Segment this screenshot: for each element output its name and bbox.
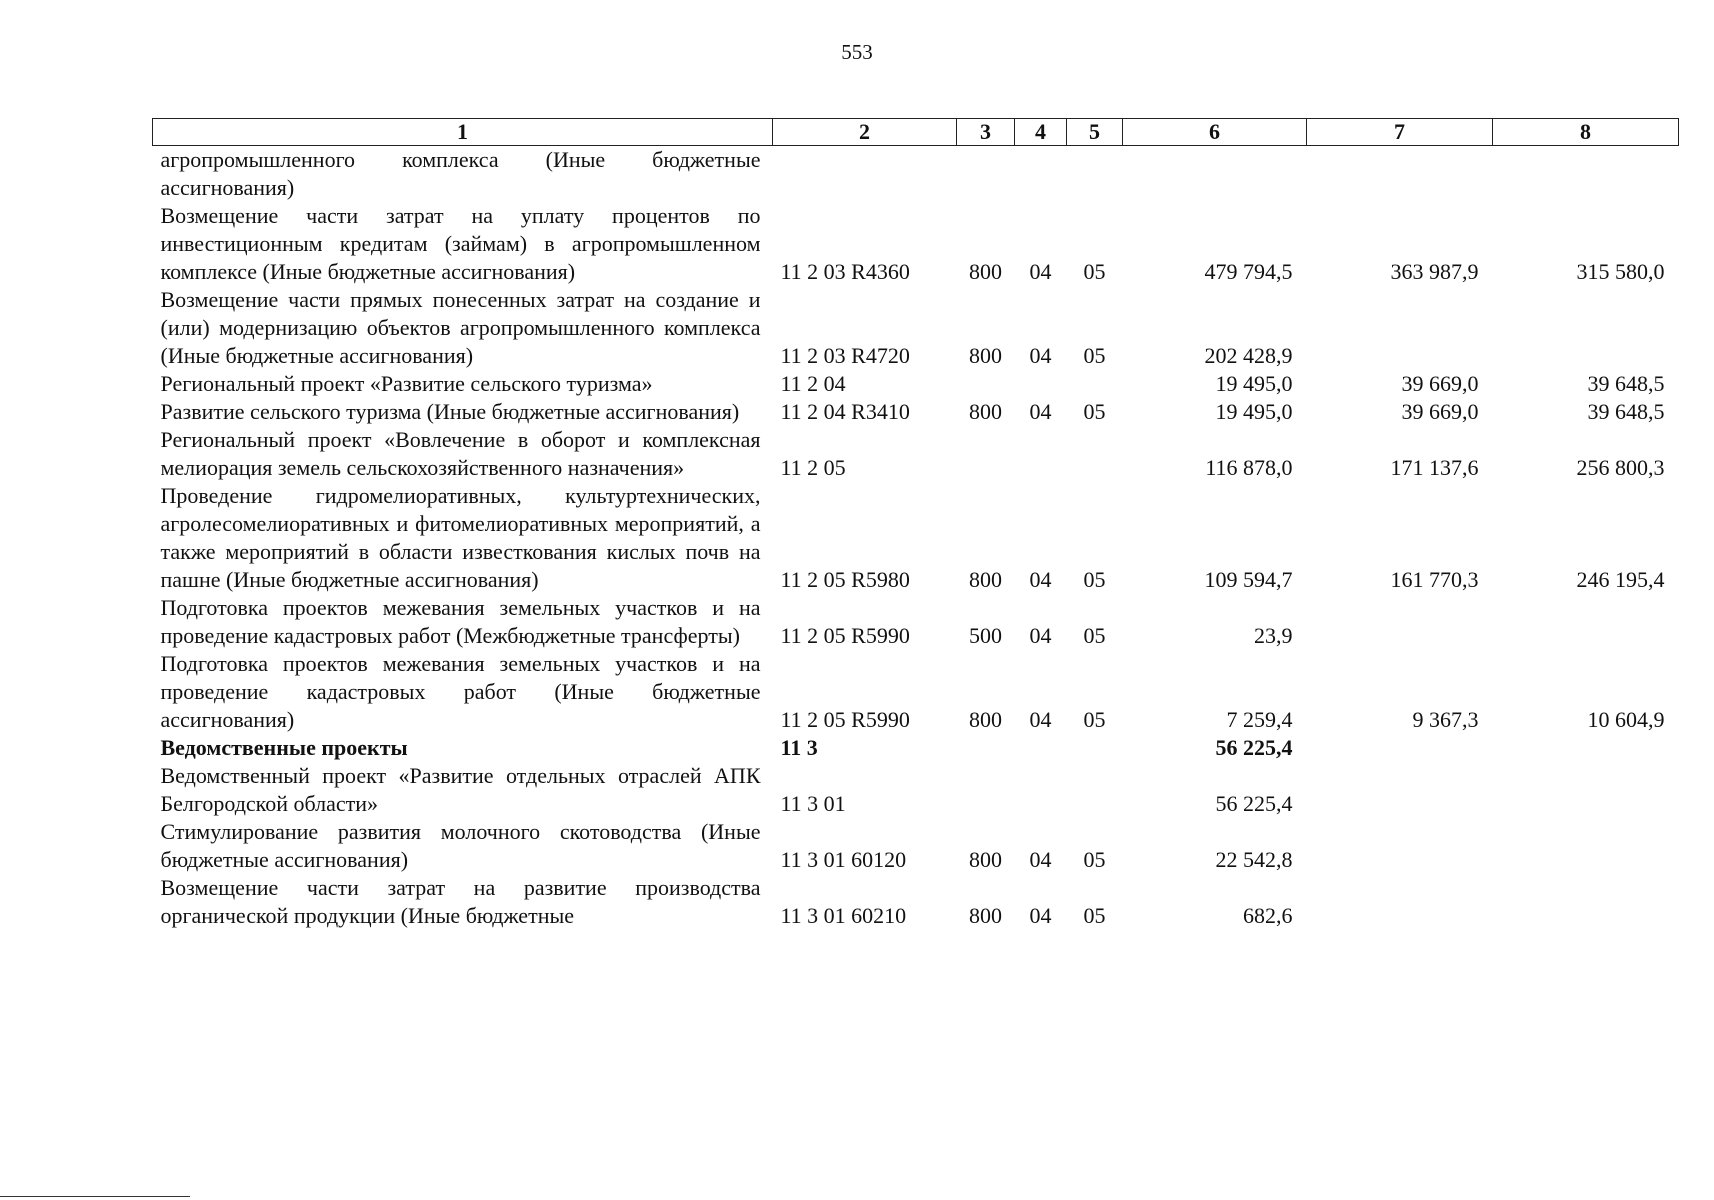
row-col4: 04	[1029, 623, 1052, 648]
row-value-col8	[1493, 286, 1679, 370]
row-code: 11 3 01 60120	[780, 847, 907, 872]
row-name: Региональный проект «Развитие сельского туризма»	[160, 371, 653, 396]
row-code: 11 2 05 R5990	[780, 707, 910, 732]
row-value-col8: 315 580,0	[1576, 259, 1665, 284]
row-col3: 800	[969, 903, 1002, 928]
row-col3: 800	[969, 567, 1002, 592]
row-value-col8: 39 648,5	[1587, 371, 1665, 396]
row-col5: 05	[1083, 623, 1106, 648]
row-code: 11 3	[780, 735, 818, 760]
row-name: Ведомственный проект «Развитие отдельных отраслей АПК Белгородской области»	[160, 763, 761, 816]
row-value-col7: 171 137,6	[1390, 455, 1479, 480]
row-code: 11 2 04	[780, 371, 846, 396]
row-name: Подготовка проектов межевания земельных участков и на проведение кадастровых работ (Межбюджетные трансферты)	[160, 595, 761, 648]
row-name: агропромышленного комплекса (Иные бюджетные ассигнования)	[160, 147, 761, 200]
row-value-col6: 109 594,7	[1204, 567, 1293, 592]
row-col4: 04	[1029, 259, 1052, 284]
row-value-col6: 22 542,8	[1215, 847, 1293, 872]
row-col5	[1067, 734, 1123, 762]
table-row	[153, 202, 1679, 286]
row-value-col8: 246 195,4	[1576, 567, 1665, 592]
row-value-col6: 682,6	[1243, 903, 1293, 928]
row-name: Ведомственные проекты	[160, 735, 408, 760]
row-name: Развитие сельского туризма (Иные бюджетные ассигнования)	[160, 399, 740, 424]
row-value-col7	[1307, 594, 1493, 650]
row-value-col7	[1307, 146, 1493, 203]
row-value-col7	[1307, 286, 1493, 370]
row-value-col7: 9 367,3	[1412, 707, 1479, 732]
row-value-col7: 39 669,0	[1401, 399, 1479, 424]
row-code: 11 2 05 R5980	[780, 567, 910, 592]
row-col4: 04	[1029, 707, 1052, 732]
header-col-4: 4	[1015, 119, 1067, 146]
row-col3	[957, 370, 1015, 398]
table-row	[153, 426, 1679, 482]
header-col-2: 2	[773, 119, 957, 146]
table-row	[153, 818, 1679, 874]
row-col5	[1067, 146, 1123, 203]
row-value-col8	[1493, 762, 1679, 818]
row-col5: 05	[1083, 847, 1106, 872]
row-name: Региональный проект «Вовлечение в оборот и комплексная мелиорация земель сельскохозяйственного назначения»	[160, 427, 761, 480]
row-col5	[1067, 762, 1123, 818]
row-col4	[1015, 370, 1067, 398]
row-value-col6: 116 878,0	[1205, 455, 1293, 480]
row-col4: 04	[1029, 399, 1052, 424]
row-code: 11 2 03 R4720	[780, 343, 910, 368]
row-value-col8	[1493, 594, 1679, 650]
row-code: 11 2 05	[780, 455, 846, 480]
row-col3: 800	[969, 343, 1002, 368]
row-code	[773, 146, 957, 203]
row-name: Подготовка проектов межевания земельных участков и на проведение кадастровых работ (Иные бюджетные ассигнования)	[160, 651, 761, 732]
row-value-col7	[1307, 818, 1493, 874]
budget-table	[152, 118, 1679, 930]
row-value-col8: 256 800,3	[1576, 455, 1665, 480]
header-col-5: 5	[1067, 119, 1123, 146]
table-row	[153, 286, 1679, 370]
row-col4: 04	[1029, 343, 1052, 368]
header-col-1: 1	[153, 119, 773, 146]
row-code: 11 3 01 60210	[780, 903, 907, 928]
table-row	[153, 482, 1679, 594]
header-col-3: 3	[957, 119, 1015, 146]
row-col3: 800	[969, 707, 1002, 732]
row-value-col8	[1493, 874, 1679, 930]
header-col-6: 6	[1123, 119, 1307, 146]
row-value-col6: 56 225,4	[1215, 735, 1293, 760]
row-col4	[1015, 146, 1067, 203]
table-row	[153, 650, 1679, 734]
row-value-col7	[1307, 734, 1493, 762]
row-value-col7	[1307, 874, 1493, 930]
row-col3: 800	[969, 399, 1002, 424]
row-value-col8: 39 648,5	[1587, 399, 1665, 424]
header-col-7: 7	[1307, 119, 1493, 146]
row-col5: 05	[1083, 707, 1106, 732]
row-col5	[1067, 426, 1123, 482]
row-value-col6: 19 495,0	[1215, 399, 1293, 424]
table-row	[153, 874, 1679, 930]
table-row	[153, 398, 1679, 426]
row-col4	[1015, 426, 1067, 482]
row-col3	[957, 146, 1015, 203]
row-col4: 04	[1029, 567, 1052, 592]
row-code: 11 2 04 R3410	[780, 399, 910, 424]
table-row	[153, 370, 1679, 398]
row-col5: 05	[1083, 903, 1106, 928]
footer-rule	[0, 1196, 190, 1197]
row-name: Возмещение части затрат на уплату процентов по инвестиционным кредитам (займам) в агропромышленном комплексе (Иные бюджетные ассигнования)	[160, 203, 761, 284]
table-row	[153, 146, 1679, 203]
row-value-col6: 7 259,4	[1226, 707, 1293, 732]
row-value-col8	[1493, 734, 1679, 762]
table-row	[153, 734, 1679, 762]
row-col3: 800	[969, 847, 1002, 872]
table-row	[153, 762, 1679, 818]
header-col-8: 8	[1493, 119, 1679, 146]
row-value-col7	[1307, 762, 1493, 818]
row-code: 11 2 03 R4360	[780, 259, 910, 284]
row-name: Проведение гидромелиоративных, культуртехнических, агролесомелиоративных и фитомелиоративных мероприятий, а также мероприятий в области известкования кислых почв на пашне (Иные бюджетные ассигнования)	[160, 483, 761, 592]
row-col4	[1015, 734, 1067, 762]
row-value-col7: 39 669,0	[1401, 371, 1479, 396]
header-row	[153, 119, 1679, 146]
row-code: 11 3 01	[780, 791, 846, 816]
table-body	[153, 146, 1679, 931]
row-col4	[1015, 762, 1067, 818]
row-value-col7: 161 770,3	[1390, 567, 1479, 592]
row-value-col7: 363 987,9	[1390, 259, 1479, 284]
row-col3: 500	[969, 623, 1002, 648]
row-col5: 05	[1083, 399, 1106, 424]
row-value-col6: 202 428,9	[1204, 343, 1293, 368]
row-value-col6: 23,9	[1254, 623, 1293, 648]
row-value-col8	[1493, 818, 1679, 874]
row-col5: 05	[1083, 259, 1106, 284]
row-value-col8	[1493, 146, 1679, 203]
row-code: 11 2 05 R5990	[780, 623, 910, 648]
row-col5: 05	[1083, 567, 1106, 592]
row-col3: 800	[969, 259, 1002, 284]
row-name: Стимулирование развития молочного скотоводства (Иные бюджетные ассигнования)	[160, 819, 761, 872]
row-col4: 04	[1029, 903, 1052, 928]
row-name: Возмещение части затрат на развитие производства органической продукции (Иные бюджетные	[160, 875, 761, 928]
row-value-col6	[1123, 146, 1307, 203]
row-col3	[957, 734, 1015, 762]
page-number: 553	[841, 40, 873, 64]
row-value-col8: 10 604,9	[1587, 707, 1665, 732]
row-col5	[1067, 370, 1123, 398]
row-col3	[957, 426, 1015, 482]
row-col4: 04	[1029, 847, 1052, 872]
table-row	[153, 594, 1679, 650]
row-col3	[957, 762, 1015, 818]
row-col5: 05	[1083, 343, 1106, 368]
row-value-col6: 479 794,5	[1204, 259, 1293, 284]
row-name: Возмещение части прямых понесенных затрат на создание и (или) модернизацию объектов агропромышленного комплекса (Иные бюджетные ассигнования)	[160, 287, 761, 368]
row-value-col6: 56 225,4	[1215, 791, 1293, 816]
row-value-col6: 19 495,0	[1215, 371, 1293, 396]
